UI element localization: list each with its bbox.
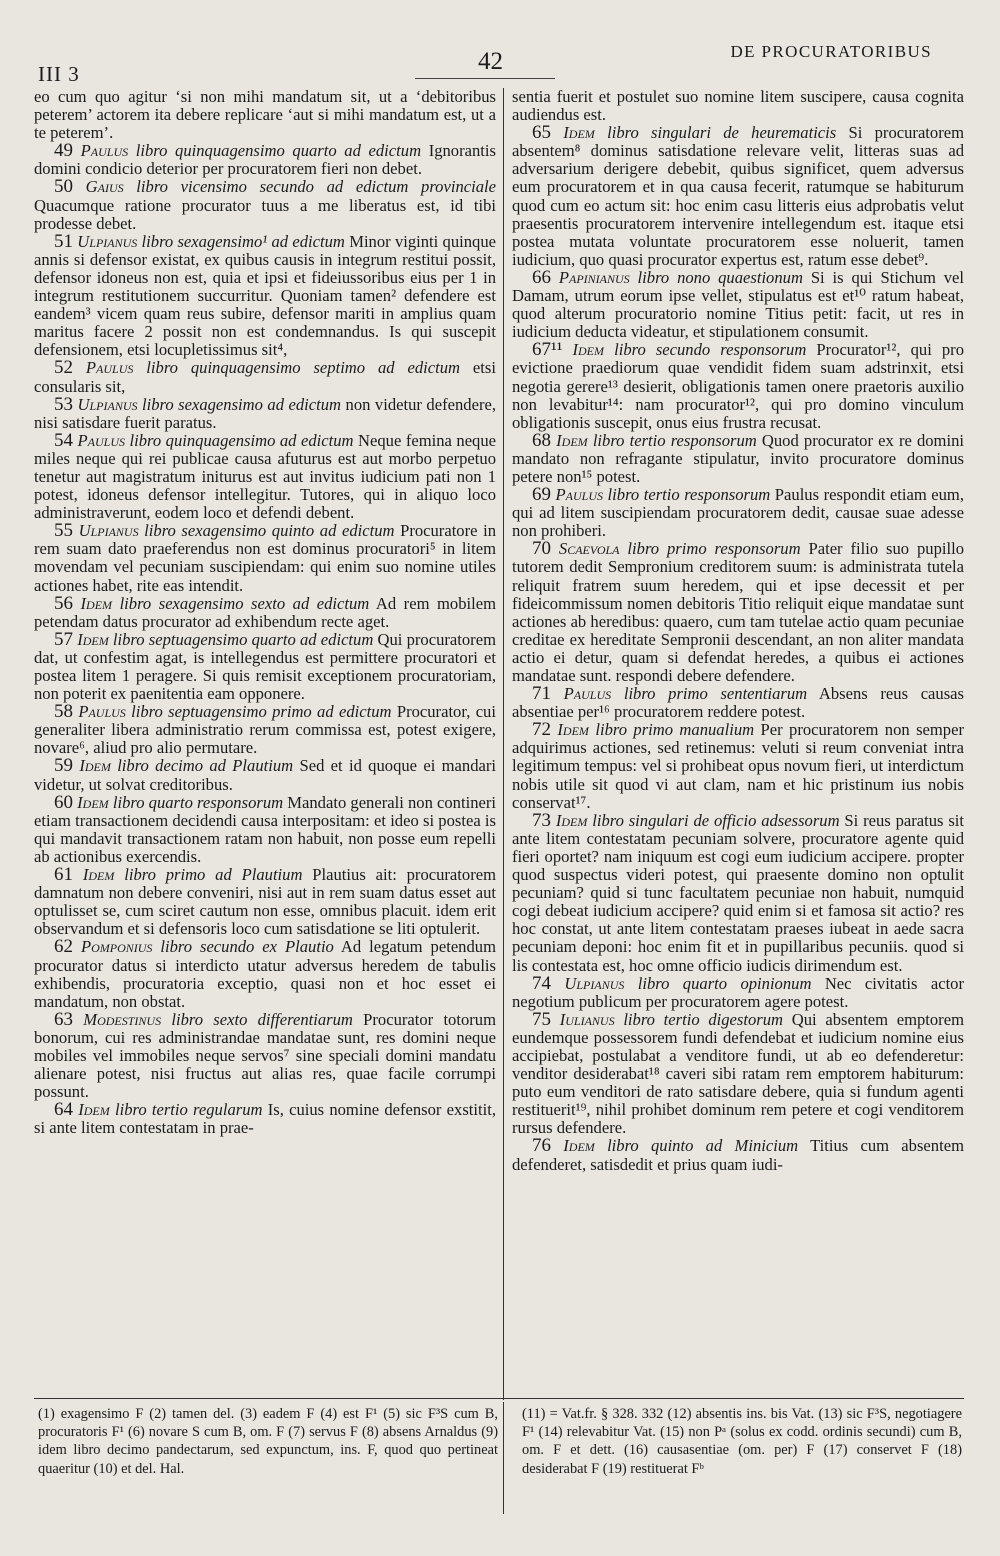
fragment-author: Paulus — [80, 141, 129, 161]
footnotes-left — [38, 1405, 498, 1515]
fragment — [512, 266, 964, 342]
fragment-source: libro tertio responsorum — [607, 485, 771, 505]
fragment-number: 51 — [54, 230, 73, 252]
fragment-text: Procurator, cui generaliter libera administratio rerum commissa est, potest exigere, novare⁶, aliud pro alio permutare. — [34, 702, 496, 758]
fragment-text: Ad legatum petendum procurator datus si interdicto utatur adversus heredem de tabulis exhibendis, procuratoria exceptio, quasi non et hoc esset ei mandatum, non obstat. — [34, 937, 496, 1011]
fragment-number: 58 — [54, 701, 73, 723]
fragment-number: 64 — [54, 1099, 73, 1121]
fragment-text: Titius cum absentem defenderet, satisdedit et prius quam iudi- — [512, 1136, 964, 1174]
fragment-text: Ad rem mobilem petendam datus procurator ad exhibendum recte aget. — [34, 593, 496, 631]
fragment — [34, 938, 496, 1010]
fragment-source: libro quinquagensimo septimo ad edictum — [146, 358, 461, 378]
fragment-source: libro primo manualium — [595, 720, 755, 740]
fragment-author: Paulus — [555, 485, 604, 505]
fragment-author: Idem — [557, 720, 589, 740]
fragment — [34, 592, 496, 631]
fragment-source: libro singulari de officio adsessorum — [592, 810, 840, 830]
fragment-source: libro tertio regularum — [115, 1100, 263, 1120]
running-head-right: DE PROCURATORIBUS — [730, 42, 932, 61]
fragment — [512, 721, 964, 811]
fragment — [34, 1008, 496, 1102]
fragment-text: Minor viginti quinque annis si defensor existat, ex quibus causis in integrum restitui possit, defensor idoneus non est, quia et ipsi et fideiussoribus eius per 1 in integrum restitutionem succurritur. Quoniam tamen² defendere est eandem³ vicem quam reus subire, defensor mariti in amplius quam maritus facere 2 possit non est condemnandus. Is qui suscepit defensionem, etsi locupletissimus sit⁴, — [34, 231, 496, 360]
fragment-text: Absens reus causas absentiae per¹⁶ procuratorem reddere potest. — [512, 684, 964, 722]
page-number: 42 — [478, 48, 503, 75]
fragment-number: 67¹¹ — [532, 339, 563, 361]
fragment — [512, 809, 964, 975]
fragment-text: Procuratore in rem suam dato praeferendus non est dominus procuratori⁵ in litem movendam vel pecuniam suscipiendam: qui enim suo nomine utiles actiones habet, rite eas intendit. — [34, 521, 496, 595]
fragment — [34, 757, 496, 793]
fragment-author: Idem — [80, 593, 113, 613]
fragment-number: 56 — [54, 592, 73, 614]
fragment — [34, 230, 496, 360]
fragment-number: 54 — [54, 429, 73, 451]
fragment-text: Neque femina neque miles neque qui rei publicae causa afuturus est aut morbo perpetuo tenetur aut magistratum initurus est aut invitus iudicium pati non 1 potest, idoneus defensor intellegitur. Tutores, qui in aliquo loco administraverunt, eodem loco et defendi debent. — [34, 430, 496, 523]
footnote-text: (11) = Vat.fr. § 328. 332 (12) absentis ins. bis Vat. (13) sic F³S, negotiagere F¹ (14) relevabitur Vat. (15) non Pᵃ (solus ex codd. ordinis secundi) cum B, om. F et dett. (16) causasentiae (om. per) F (17) conservet F (18) desiderabat F (19) restituerat Fᵇ — [522, 1406, 962, 1477]
fragment-author: Idem — [555, 810, 588, 830]
fragment-author: Idem — [77, 629, 109, 649]
fragment-source: libro sexagensimo ad edictum — [141, 394, 342, 414]
fragment-text: Quod procurator ex re domini mandato non refragante stipulatur, invito procuratore dominus petere non¹⁵ potest. — [512, 430, 964, 486]
fragment-source: libro sexagensimo quinto ad edictum — [144, 521, 395, 541]
fragment-text: Procurator¹², qui pro evictione praediorum quae vendidit fidem suam adstrinxit, etsi negotia gerere¹³ desierit, obligationis tamen onere praetoris auxilio non levabitur¹⁴: nam procurator¹², qui pro domino vinculum obligationis suscepit, onus eius frustra recusat. — [512, 340, 964, 432]
fragment-source: libro quinquagensimo ad edictum — [129, 430, 354, 450]
fragment-number: 52 — [54, 357, 73, 379]
fragment-number: 74 — [532, 972, 551, 994]
fragment-author: Idem — [556, 430, 588, 450]
fragment-text: non videtur defendere, nisi satisdare fuerit paratus. — [34, 394, 496, 432]
fragment-author: Paulus — [78, 702, 126, 722]
fragment-source: libro secundo ex Plautio — [160, 937, 334, 957]
fragment — [34, 359, 496, 395]
fragment — [512, 540, 964, 685]
fragment-source: libro sexto differentiarum — [171, 1009, 353, 1029]
fragment-number: 76 — [532, 1135, 551, 1157]
footnote-divider — [503, 1402, 504, 1514]
fragment — [512, 88, 964, 124]
fragment-source: libro primo ad Plautium — [124, 865, 303, 885]
fragment-source: libro tertio digestorum — [623, 1009, 784, 1029]
fragment-number: 66 — [532, 266, 551, 288]
fragment-number: 53 — [54, 393, 73, 415]
fragment — [512, 341, 964, 431]
column-divider — [503, 88, 504, 1400]
fragment-text: Is, cuius nomine defensor exstitit, si ante litem contestatam in prae- — [34, 1100, 496, 1138]
footnote-rule — [34, 1398, 964, 1399]
fragment-source: libro septuagensimo quarto ad edictum — [112, 629, 374, 649]
fragment-text: Nec civitatis actor negotium publicum per procuratorem agere potest. — [512, 973, 964, 1011]
fragment-number: 65 — [532, 122, 551, 144]
fragment-number: 71 — [532, 683, 551, 705]
fragment — [34, 866, 496, 938]
fragment-author: Paulus — [77, 430, 125, 450]
right-column — [512, 88, 964, 1390]
fragment-number: 55 — [54, 520, 73, 542]
fragment-source: libro nono quaestionum — [637, 267, 803, 287]
header-rule — [415, 78, 555, 79]
fragment — [34, 628, 496, 704]
fragment — [34, 429, 496, 523]
fragment-source: libro septuagensimo primo ad edictum — [131, 702, 392, 722]
running-head-left: III 3 — [38, 62, 80, 86]
fragment-author: Idem — [78, 1100, 110, 1120]
fragment-author: Papinianus — [558, 267, 630, 287]
fragment-author: Paulus — [563, 684, 612, 704]
fragment-number: 75 — [532, 1008, 551, 1030]
fragment-text: Mandato generali non contineri etiam transactionem decidendi causa interpositam: et ideo si postea is qui mandavit transactionem ratam non habuit, non posse eum repelli ab actionibus exercendis. — [34, 792, 496, 866]
fragment — [34, 791, 496, 866]
fragment-number: 49 — [54, 140, 73, 162]
fragment-source: libro sexagensimo¹ ad edictum — [141, 231, 345, 251]
fragment-source: libro decimo ad Plautium — [117, 756, 294, 776]
fragment-number: 61 — [54, 864, 73, 886]
fragment-number: 73 — [532, 809, 551, 831]
fragment-author: Idem — [572, 340, 605, 360]
fragment — [512, 1137, 964, 1173]
fragment-author: Idem — [77, 792, 109, 812]
fragment-source: libro secundo responsorum — [614, 340, 807, 360]
fragment-text: Plautius ait: procuratorem damnatum non debere conveniri, nisi aut in rem suam datus esset aut optulisset se, cum sciret cautum non esse, omnibus placuit. idem erit observandum et si defensoris loco cum satisdatione se liti optulerit. — [34, 865, 496, 939]
fragment-author: Idem — [82, 865, 115, 885]
fragment — [512, 685, 964, 721]
fragment-number: 62 — [54, 936, 73, 958]
fragment-number: 68 — [532, 429, 551, 451]
fragment-text: Si is qui Stichum vel Damam, utrum eorum ipse vellet, stipulatus est et¹⁰ ratum habeat, quod alterum procuratorio nomine Titius petit: facit, ut res in iudicium deducta videatur, et stipulationem consumit. — [512, 267, 964, 342]
left-column — [34, 88, 496, 1390]
fragment-number: 57 — [54, 628, 73, 650]
fragment-text: Sed et id quoque ei mandari videtur, ut solvat creditoribus. — [34, 756, 496, 794]
fragment-text: Per procuratorem non semper adquirimus actiones, sed retinemus: veluti si reum conveniat intra legitimum tempus: vel si prohibeat opus novum fieri, ut interdictum nobis utile sit quod vi aut clam, nam et hic pristinum ius nobis conservat¹⁷. — [512, 720, 964, 812]
fragment-number: 70 — [532, 538, 551, 560]
fragment-source: libro quinquagensimo quarto ad edictum — [135, 141, 422, 161]
fragment — [512, 486, 964, 540]
fragment-number: 63 — [54, 1008, 73, 1030]
fragment — [34, 142, 496, 178]
fragment-text: Si procuratorem absentem⁸ dominus satisdatione relevare velit, litteras suas ad adversarium derigere debebit, quibus significet, quem adversus eum procuratorem et in qua causa fecerit, ratumque se habiturum quod cum eo actum sit: hoc enim casu litteris eius adprobatis velut praesentis procuratorem intervenire intellegendum est. itaque etsi postea mutata voluntate procuratorem esse noluerit, tamen iudicium, quo quasi procurator expertus est, ratum esse debet⁹. — [512, 123, 964, 269]
fragment-text: etsi consularis sit, — [34, 358, 496, 396]
fragment-author: Ulpianus — [78, 521, 139, 541]
fragment-text: Paulus respondit etiam eum, qui ad litem suscipiendam procuratorem dedit, causae suae adesse non prohiberi. — [512, 485, 964, 541]
fragment-author: Pomponius — [80, 937, 153, 957]
fragment-author: Ulpianus — [77, 394, 138, 414]
fragment-author: Modestinus — [83, 1009, 162, 1029]
fragment-source: libro vicensimo secundo ad edictum provinciale — [136, 177, 496, 197]
footnote-text: (1) exagensimo F (2) tamen del. (3) eadem F (4) est F¹ (5) sic F³S cum B, procuratoris F¹ (6) novare S cum B, om. F (7) servus F (8) absens Arnaldus (9) idem libro decimo pandectarum, sed expunctum, ins. F, quod quo pertineat quaeritur (10) et del. Hal. — [38, 1406, 498, 1477]
fragment-author: Paulus — [85, 358, 134, 378]
fragment-text: Procurator totorum bonorum, cui res administrandae mandatae sunt, res domini neque mobiles vel immobiles neque servos⁷ sine speciali domini mandatu alienare potest, nisi fructus aut alias res, quae facile corrumpi possunt. — [34, 1009, 496, 1102]
fragment — [34, 522, 496, 594]
footnotes-right — [522, 1405, 962, 1515]
fragment — [512, 1008, 964, 1138]
fragment-number: 72 — [532, 719, 551, 741]
fragment-author: Gaius — [85, 177, 124, 197]
fragment-text: Pater filio suo pupillo tutorem dedit Sempronium creditorem suum: is administrata tutela reliquit fratrem suum heredem, qui et ipse decessit et per fideicommissum nomen debitoris Titio reliquit eique mandatae sunt actiones ab heredibus: quaero, cum tam tutelae actio quam pecuniae creditae ex hereditate Sempronii descendant, an non aliter mandata actio ei detur, quam si defendat heredes, a quibus ei actiones mandatae sunt. respondi debere defendere. — [512, 539, 964, 685]
fragment-text: Qui absentem emptorem eundemque possessorem fundi defendebat et iudicium nomine eius accipiebat, postulabat a venditore fundi, ut ab eo defenderetur: venditor desiderabat¹⁸ caveri sibi ratam rem emptorem habiturum: puto eum venditori de rato satisdare debere, quia si fundum agenti restituerit¹⁹, nihil prohibet dominum rem petere et cogi venditorem rursus defendere. — [512, 1009, 964, 1138]
fragment-text: sentia fuerit et postulet suo nomine litem suscipere, causa cognita audiendus est. — [512, 88, 964, 125]
fragment-text: Si reus paratus sit ante litem contestatam pecuniam solvere, procuratore agente quid fieri oportet? nam iniquum est cogi eum iudicium accipere. propter quod suspectus videri potest, qui praesente domino non optulit pecuniam? quid si tunc facultatem pecuniae non habuit, numquid cogi debeat iudicium accipere? quid enim si et famosa sit actio? res hoc constat, ut ante litem contestatam praeses iubeat in aede sacra pecuniam deponi: hoc enim fit et in pupillaribus pecuniis. quod si lis contestata est, hoc omne officio iudicis dirimendum est. — [512, 810, 964, 975]
fragment-source: libro quinto ad Minicium — [607, 1136, 799, 1156]
fragment-author: Idem — [563, 1136, 595, 1156]
fragment — [34, 393, 496, 432]
fragment-author: Scaevola — [558, 539, 620, 559]
fragment-text: eo cum quo agitur ‘si non mihi mandatum sit, ut a ‘debitoribus peterem’ actorem ita debere replicare ‘aut si mihi mandatum est, ut a te peterem’. — [34, 88, 496, 143]
fragment — [512, 972, 964, 1011]
fragment-source: libro quarto responsorum — [112, 792, 284, 812]
fragment — [512, 429, 964, 486]
fragment-text: Qui procuratorem dat, ut confestim agat, is intellegendus est permittere procuratori et postea litem 1 peragere. Si quis remisit exceptionem procuratoriam, non poterit ex paenitentia eam opponere. — [34, 629, 496, 704]
fragment — [34, 178, 496, 232]
fragment-number: 59 — [54, 755, 73, 777]
fragment-source: libro singulari de heurematicis — [607, 123, 837, 143]
fragment-author: Ulpianus — [77, 231, 138, 251]
fragment-source: libro tertio responsorum — [592, 430, 757, 450]
fragment — [34, 88, 496, 142]
fragment-author: Ulpianus — [564, 973, 625, 993]
fragment — [34, 1101, 496, 1137]
fragment — [512, 124, 964, 269]
fragment-number: 50 — [54, 176, 73, 198]
fragment-author: Iulianus — [559, 1009, 615, 1029]
fragment-text: Quacumque ratione procurator tuus a me liberatus est, id tibi prodesse debet. — [34, 195, 496, 233]
fragment-author: Idem — [563, 123, 595, 143]
fragment-number: 60 — [54, 791, 73, 813]
fragment-author: Idem — [79, 756, 111, 776]
fragment-text: Ignorantis domini condicio deterior per procuratorem fieri non debet. — [34, 141, 496, 179]
fragment-source: libro primo responsorum — [627, 539, 801, 559]
fragment — [34, 703, 496, 757]
fragment-source: libro sexagensimo sexto ad edictum — [119, 593, 370, 613]
fragment-number: 69 — [532, 484, 551, 506]
fragment-source: libro quarto opinionum — [637, 973, 812, 993]
fragment-source: libro primo sententiarum — [623, 684, 808, 704]
